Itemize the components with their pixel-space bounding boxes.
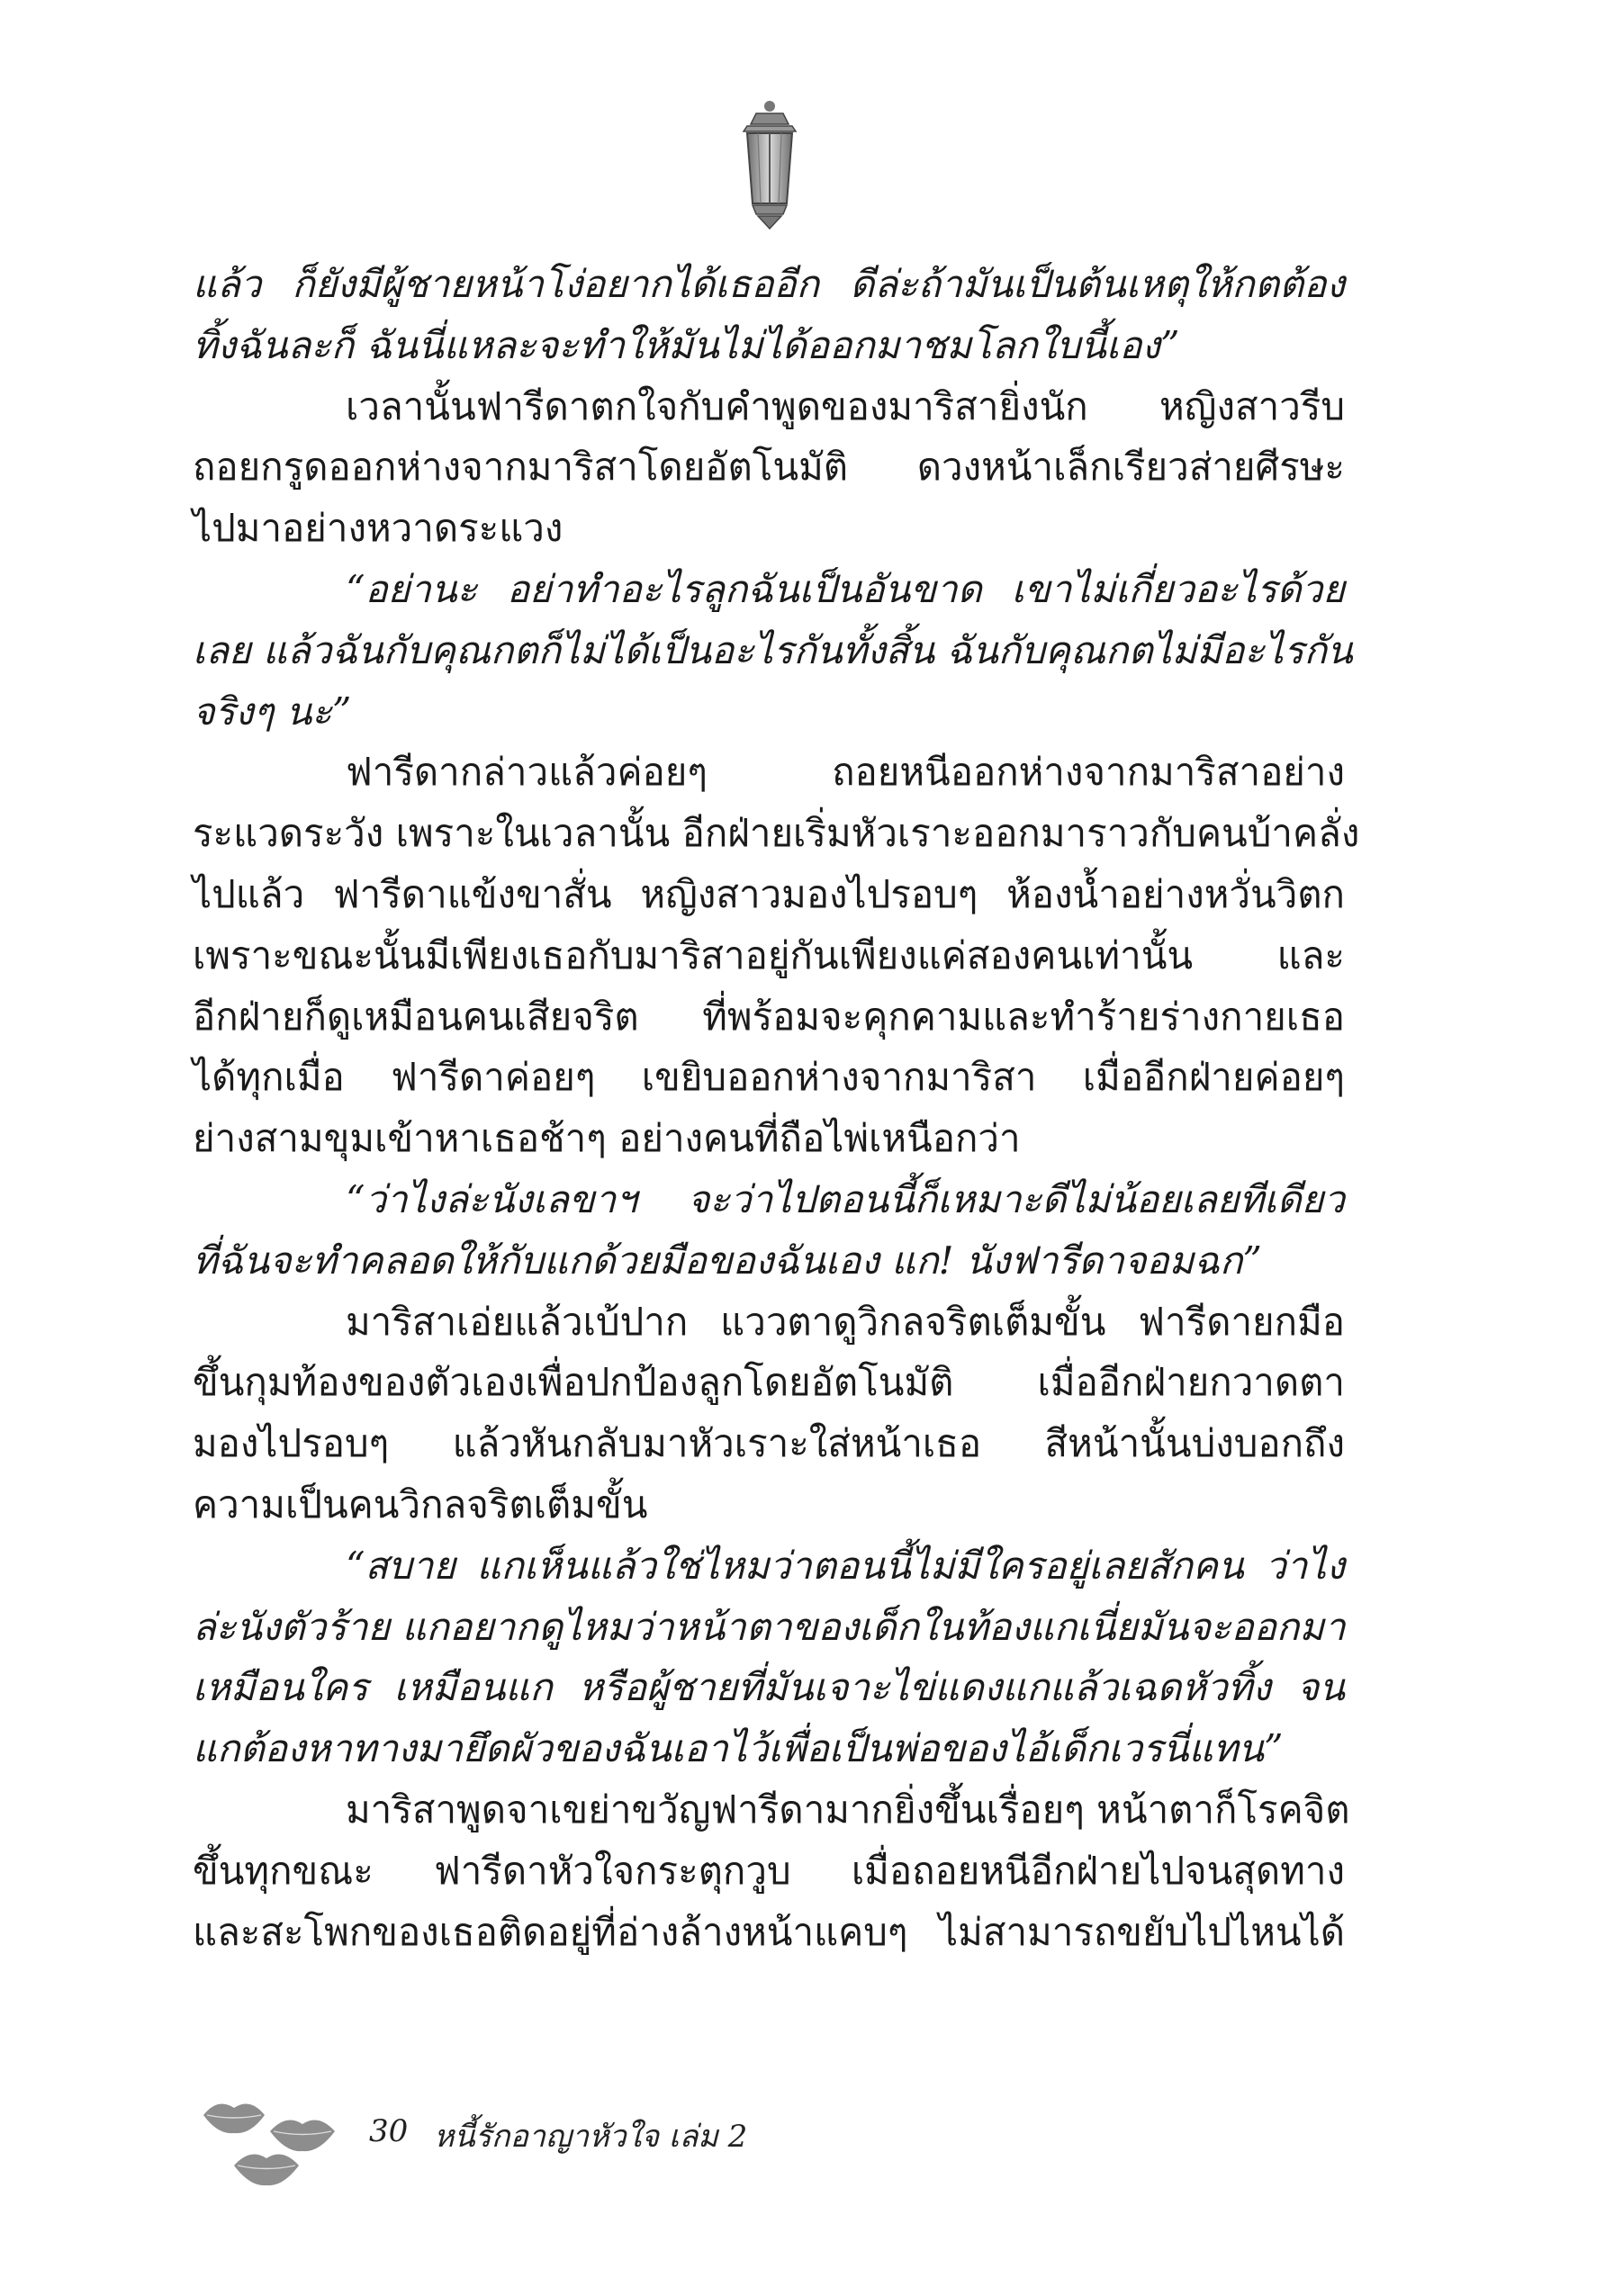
text-line: มองไปรอบๆ แล้วหันกลับมาหัวเราะใส่หน้าเธอ สีหน้านั้นบ่งบอกถึง (193, 1421, 1345, 1466)
text-line: มาริสาพูดจาเขย่าขวัญฟารีดามากยิ่งขึ้นเรื่อยๆ หน้าตาก็โรคจิต (346, 1787, 1350, 1832)
text-line: ขึ้นทุกขณะ ฟารีดาหัวใจกระตุกวูบ เมื่อถอยหนีอีกฝ่ายไปจนสุดทาง (193, 1848, 1345, 1893)
text-line: เพราะขณะนั้นมีเพียงเธอกับมาริสาอยู่กันเพียงแค่สองคนเท่านั้น และ (193, 932, 1345, 977)
text-line: อีกฝ่ายก็ดูเหมือนคนเสียจริต ที่พร้อมจะคุกคามและทำร้ายร่างกายเธอ (193, 994, 1345, 1039)
book-title: หนี้รักอาญาหัวใจ เล่ม 2 (434, 2119, 748, 2155)
text-line: ได้ทุกเมื่อ ฟารีดาค่อยๆ เขยิบออกห่างจากมาริสา เมื่ออีกฝ่ายค่อยๆ (193, 1055, 1345, 1100)
text-line: แกต้องหาทางมายึดผัวของฉันเอาไว้เพื่อเป็นพ่อของไอ้เด็กเวรนี่แทน” (193, 1726, 1284, 1771)
text-line: เหมือนใคร เหมือนแก หรือผู้ชายที่มันเจาะไข่แดงแกแล้วเฉดหัวทิ้ง จน (193, 1665, 1345, 1710)
text-line: ระแวดระวัง เพราะในเวลานั้น อีกฝ่ายเริ่มหัวเราะออกมาราวกับคนบ้าคลั่ง (193, 811, 1360, 856)
text-line: “อย่านะ อย่าทำอะไรลูกฉันเป็นอันขาด เขาไม่เกี่ยวอะไรด้วย (346, 566, 1345, 611)
text-line: ความเป็นคนวิกลจริตเต็มขั้น (193, 1481, 648, 1526)
text-line: จริงๆ นะ” (193, 689, 352, 734)
text-line: ย่างสามขุมเข้าหาเธอช้าๆ อย่างคนที่ถือไพ่เหนือกว่า (193, 1116, 1021, 1161)
text-line: และสะโพกของเธอติดอยู่ที่อ่างล้างหน้าแคบๆ ไม่สามารถขยับไปไหนได้ (193, 1909, 1345, 1954)
text-line: ไปมาอย่างหวาดระแวง (193, 506, 564, 551)
text-line: แล้ว ก็ยังมีผู้ชายหน้าโง่อยากได้เธออีก ดีล่ะถ้ามันเป็นต้นเหตุให้กตต้อง (193, 262, 1345, 306)
text-line: ฟารีดากล่าวแล้วค่อยๆ ถอยหนีออกห่างจากมาริสาอย่าง (346, 750, 1345, 795)
text-line: ถอยกรูดออกห่างจากมาริสาโดยอัตโนมัติ ดวงหน้าเล็กเรียวส่ายศีรษะ (193, 445, 1345, 490)
text-line: ทิ้งฉันละก็ ฉันนี่แหละจะทำให้มันไม่ได้ออกมาชมโลกใบนี้เอง” (193, 322, 1180, 367)
text-line: “สบาย แกเห็นแล้วใช่ไหมว่าตอนนี้ไม่มีใครอยู่เลยสักคน ว่าไง (346, 1543, 1345, 1588)
text-line: ขึ้นกุมท้องของตัวเองเพื่อปกป้องลูกโดยอัตโนมัติ เมื่ออีกฝ่ายกวาดตา (193, 1360, 1345, 1405)
page-number: 30 (369, 2113, 409, 2149)
text-line: ไปแล้ว ฟารีดาแข้งขาสั่น หญิงสาวมองไปรอบๆ ห้องน้ำอย่างหวั่นวิตก (193, 871, 1345, 916)
lantern-icon (720, 97, 819, 232)
lips-icon (198, 2088, 365, 2196)
text-line: ที่ฉันจะทำคลอดให้กับแกด้วยมือของฉันเอง แก! นังฟารีดาจอมฉก” (193, 1238, 1262, 1283)
text-line: เวลานั้นฟารีดาตกใจกับคำพูดของมาริสายิ่งนัก หญิงสาวรีบ (346, 383, 1345, 428)
body-text (193, 254, 1360, 1962)
text-line: ล่ะนังตัวร้าย แกอยากดูไหมว่าหน้าตาของเด็กในท้องแกเนี่ยมันจะออกมา (193, 1604, 1346, 1649)
text-line: เลย แล้วฉันกับคุณกตก็ไม่ได้เป็นอะไรกันทั้งสิ้น ฉันกับคุณกตไม่มีอะไรกัน (193, 627, 1353, 672)
text-line: “ว่าไงล่ะนังเลขาฯ จะว่าไปตอนนี้ก็เหมาะดีไม่น้อยเลยทีเดียว (346, 1176, 1345, 1221)
page-footer (198, 2088, 918, 2205)
text-line: มาริสาเอ่ยแล้วเบ้ปาก แววตาดูวิกลจริตเต็มขั้น ฟารีดายกมือ (346, 1299, 1345, 1344)
